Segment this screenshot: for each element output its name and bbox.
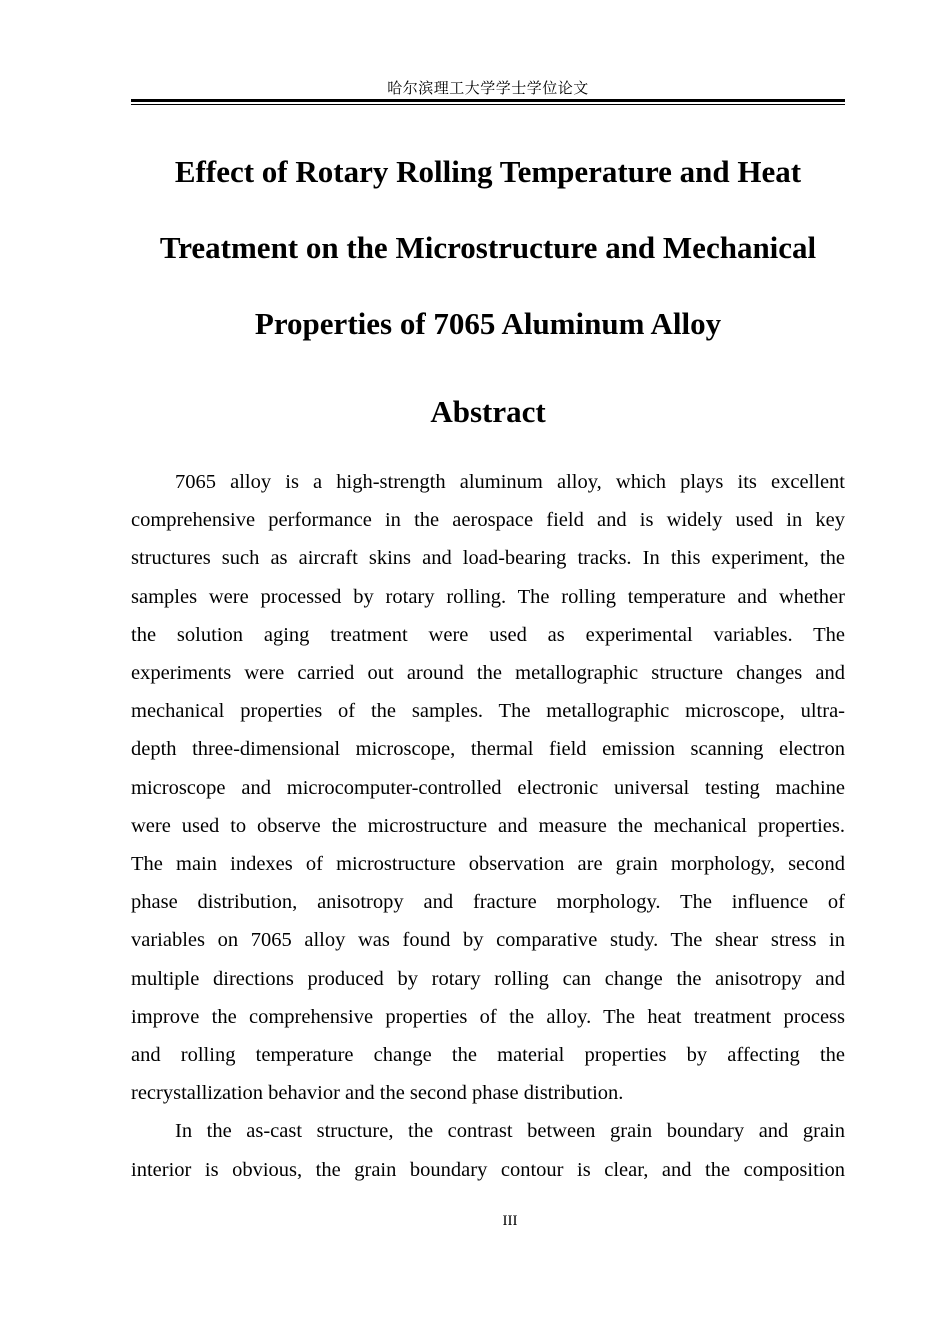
text-line: were used to observe the microstructure and measure the mechanical properties. (131, 814, 845, 837)
running-header: 哈尔滨理工大学学士学位论文 (387, 79, 589, 97)
page-number: III (502, 1213, 518, 1229)
text-line: interior is obvious, the grain boundary contour is clear, and the composition (131, 1158, 845, 1181)
header-rule-thin (131, 104, 845, 105)
abstract-paragraph-2 (131, 1112, 845, 1188)
text-line: 7065 alloy is a high-strength aluminum alloy, which plays its excellent (175, 471, 845, 493)
text-line: mechanical properties of the samples. The metallographic microscope, ultra- (131, 700, 845, 723)
text-line: multiple directions produced by rotary rolling can change the anisotropy and (131, 967, 845, 990)
abstract-heading: Abstract (430, 394, 546, 429)
text-line: the solution aging treatment were used as experimental variables. The (131, 623, 845, 646)
header-rule-thick (131, 99, 845, 102)
text-line: In the as-cast structure, the contrast between grain boundary and grain (175, 1120, 845, 1143)
text-line: depth three-dimensional microscope, thermal field emission scanning electron (131, 738, 845, 761)
text-line: The main indexes of microstructure observation are grain morphology, second (131, 853, 845, 876)
text-line: microscope and microcomputer-controlled electronic universal testing machine (131, 776, 845, 799)
text-line: and rolling temperature change the material properties by affecting the (131, 1044, 845, 1067)
title-line: Effect of Rotary Rolling Temperature and Heat (174, 154, 802, 189)
text-line: recrystallization behavior and the second phase distribution. (131, 1082, 624, 1105)
paper-title (118, 134, 858, 362)
title-line: Properties of 7065 Aluminum Alloy (254, 306, 722, 341)
abstract-paragraph-1 (131, 463, 845, 1112)
title-line: Treatment on the Microstructure and Mechanical (159, 230, 817, 265)
text-line: samples were processed by rotary rolling. The rolling temperature and whether (131, 585, 845, 608)
text-line: comprehensive performance in the aerospace field and is widely used in key (131, 509, 845, 532)
text-line: phase distribution, anisotropy and fracture morphology. The influence of (131, 891, 845, 914)
text-line: variables on 7065 alloy was found by comparative study. The shear stress in (131, 929, 845, 952)
text-line: improve the comprehensive properties of the alloy. The heat treatment process (131, 1005, 845, 1028)
text-line: structures such as aircraft skins and load-bearing tracks. In this experiment, the (131, 547, 845, 570)
abstract-body (131, 463, 845, 1189)
text-line: experiments were carried out around the metallographic structure changes and (131, 662, 845, 685)
